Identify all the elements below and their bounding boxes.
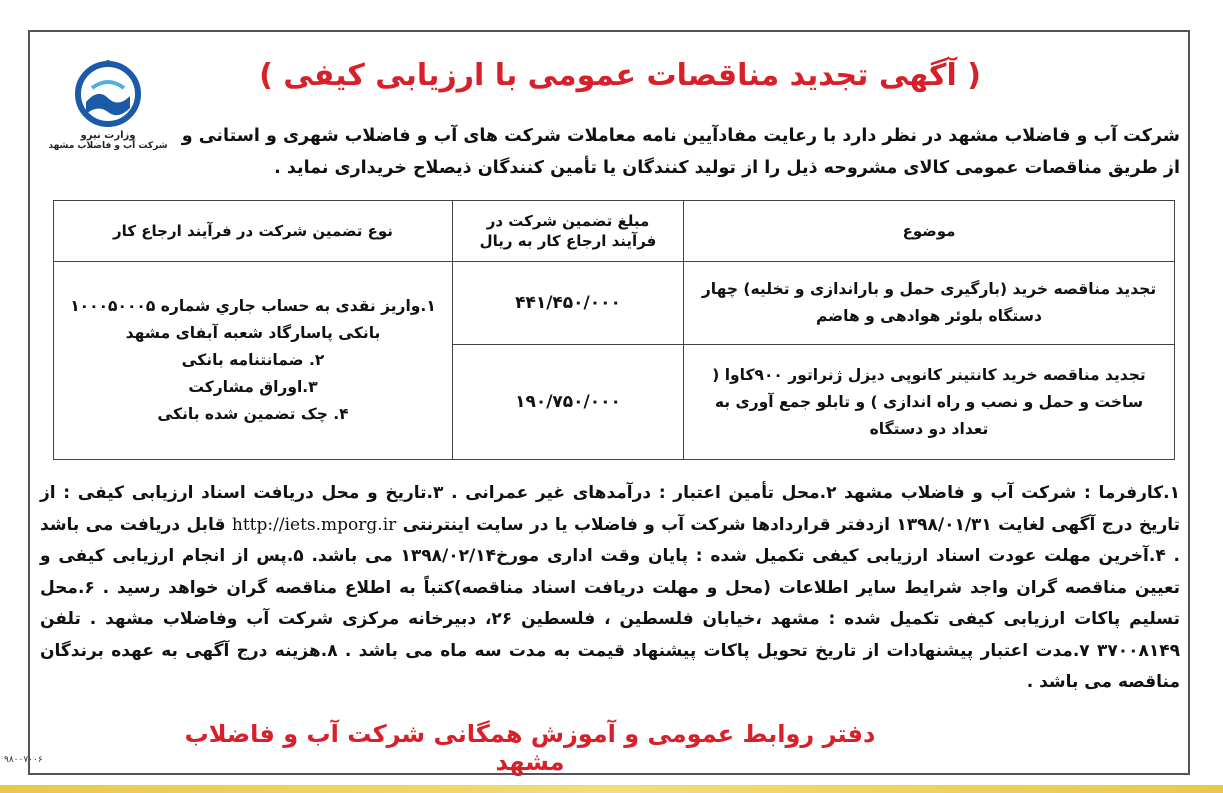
guarantee-types-cell xyxy=(54,262,453,460)
conditions-part2: قابل دریافت می باشد . ۴.آخرین مهلت عودت اسناد ارزیابی کیفی تکمیل شده : پایان وقت اداری مورخ۱۳۹۸/۰۲/۱۴ می باشد. ۵.پس از انجام ارزیابی کیفی و تعیین مناقصه گران واجد شرایط سایر اطلاعات (محل و مهلت دریافت اسناد مناقصه)کتباً به اطلاع مناقصه گران خواهد رسید . ۶.محل تسلیم پاکات ارزیابی کیفی تکمیل شده : مشهد ،خیابان فلسطین ، فلسطین ۲۶، دبیرخانه مرکزی شرکت آب وفاضلاب مشهد . تلفن ۳۷۰۰۸۱۴۹ ۷.مدت اعتبار پیشنهادات از تاریخ تحویل پاکات پیشنهاد قیمت به مدت سه ماه می باشد . ۸.هزینه درج آگهی به عهده برندگان مناقصه می باشد . xyxy=(40,514,1180,692)
conditions-part1: ۱.کارفرما : شرکت آب و فاضلاب مشهد ۲.محل تأمین اعتبار : درآمدهای غیر عمرانی . ۳.تاریخ و محل دریافت اسناد ارزیابی کیفی : از تاریخ درج آگهی لغایت ۱۳۹۸/۰۱/۳۱ ازدفتر قراردادها شرکت آب و فاضلاب یا در سایت اینترنتی xyxy=(40,483,1181,535)
guarantee-type-item: ۱.واریز نقدی به حساب جاري شماره ۱۰۰۰۵۰۰۰۵ بانکی پاسارگاد شعبه آبفای مشهد xyxy=(70,297,436,342)
guarantee-type-item: ۲. ضمانتنامه بانکی xyxy=(181,351,325,369)
company-logo xyxy=(48,58,168,168)
ad-code: ۹۸۰۰۷۰۰۶ xyxy=(4,755,43,765)
row-amount: ۴۴۱/۴۵۰/۰۰۰ xyxy=(453,262,684,345)
table-row xyxy=(54,262,1175,345)
row-subject: تجدید مناقصه خرید (بارگیری حمل و باراندازی و تخلیه) چهار دستگاه بلوئر هوادهی و هاضم xyxy=(684,262,1175,345)
row-amount: ۱۹۰/۷۵۰/۰۰۰ xyxy=(453,345,684,460)
logo-ministry-text: وزارت نیرو xyxy=(80,130,136,141)
water-drop-logo-icon xyxy=(68,58,148,128)
intro-paragraph: شرکت آب و فاضلاب مشهد در نظر دارد با رعایت مفادآیین نامه معاملات شرکت های آب و فاضلاب شهری و استانی و از طریق مناقصات عمومی کالای مشروحه ذیل را از تولید کنندگان یا تأمین کنندگان ذیصلاح خریداری نماید . xyxy=(181,126,1180,178)
bottom-decorative-strip xyxy=(0,785,1223,793)
header-amount: مبلغ تضمین شرکت در فرآیند ارجاع کار به ریال xyxy=(453,201,684,262)
header-guarantee-type: نوع تضمین شرکت در فرآیند ارجاع کار xyxy=(54,201,453,262)
table-header-row xyxy=(54,201,1175,262)
row-subject: تجدید مناقصه خرید کانتینر کانوپی دیزل ژنراتور ۹۰۰کاوا ( ساخت و حمل و نصب و راه اندازی ) و تابلو جمع آوری به تعداد دو دستگاه xyxy=(684,345,1175,460)
logo-company-text: شرکت آب و فاضلاب مشهد xyxy=(48,141,168,151)
website-link[interactable]: http://iets.mporg.ir xyxy=(231,514,397,535)
signature-line: دفتر روابط عمومی و آموزش همگانی شرکت آب و فاضلاب مشهد xyxy=(184,720,876,776)
tender-table xyxy=(53,200,1175,460)
ad-title: ( آگهی تجدید مناقصات عمومی با ارزیابی کیفی ) xyxy=(259,58,981,93)
guarantee-type-item: ۴. چک تضمین شده بانکی xyxy=(157,405,349,423)
guarantee-type-item: ۳.اوراق مشارکت xyxy=(188,378,318,396)
header-subject: موضوع xyxy=(684,201,1175,262)
conditions-paragraph xyxy=(40,478,1180,699)
